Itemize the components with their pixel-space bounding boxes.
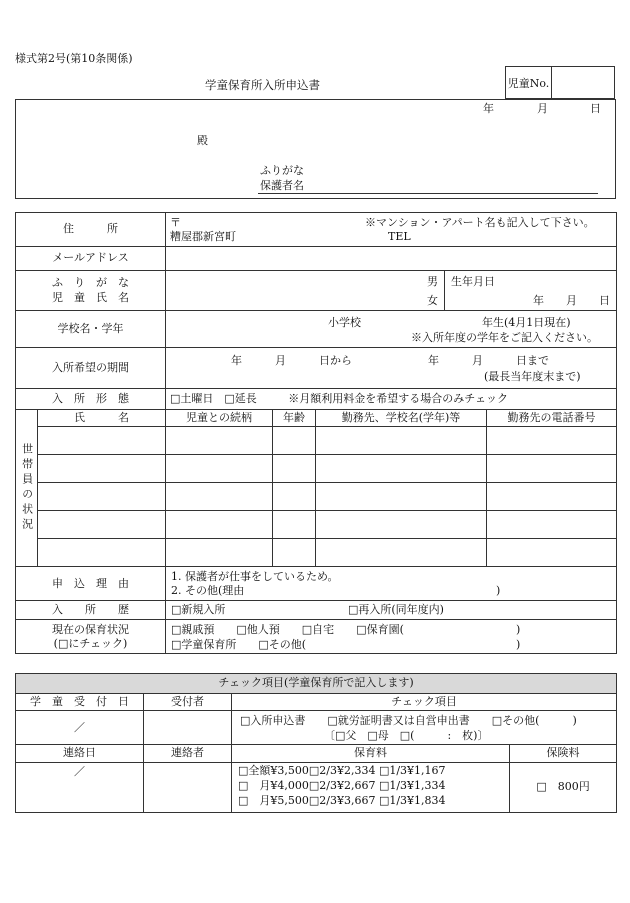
- birthdate-ymd: 年 月 日: [533, 293, 611, 307]
- address-prefix: 糟屋郡新宮町: [170, 229, 236, 243]
- birthdate-field[interactable]: [445, 271, 617, 311]
- member-workplace-cell[interactable]: [316, 455, 487, 483]
- period-label: 入所希望の期間: [16, 348, 166, 389]
- member-name-cell[interactable]: [38, 455, 166, 483]
- current-care-row: [16, 620, 617, 654]
- member-name-cell[interactable]: [38, 511, 166, 539]
- history-new-option[interactable]: □新規入所: [171, 602, 226, 616]
- household-header-row: [16, 410, 617, 427]
- current-care-label: [16, 620, 166, 654]
- child-row: [16, 271, 617, 311]
- address-row: [16, 213, 617, 247]
- member-phone-cell[interactable]: [487, 455, 617, 483]
- form-type-label: 入 所 形 態: [16, 389, 166, 410]
- addressee-honorific: 殿: [197, 134, 208, 147]
- office-check-row: [16, 711, 617, 745]
- current-care-field[interactable]: [166, 620, 617, 654]
- member-name-cell[interactable]: [38, 427, 166, 455]
- period-note: (最長当年度末まで): [484, 369, 581, 383]
- female-option[interactable]: 女: [427, 293, 438, 307]
- receiver-field[interactable]: [144, 711, 232, 745]
- check-items-label: チェック項目: [232, 694, 617, 711]
- household-member-row: [16, 427, 617, 455]
- email-row: [16, 247, 617, 271]
- child-name-label-text: 児 童 氏 名: [52, 290, 129, 304]
- form-number: 様式第2号(第10条関係): [15, 52, 133, 65]
- household-header-phone: 勤務先の電話番号: [487, 410, 617, 427]
- reason-field[interactable]: [166, 567, 617, 601]
- guardian-name-underline[interactable]: [258, 193, 598, 194]
- period-row: [16, 348, 617, 389]
- email-label: メールアドレス: [16, 247, 166, 271]
- member-relation-cell[interactable]: [166, 483, 273, 511]
- history-row: [16, 601, 617, 620]
- member-phone-cell[interactable]: [487, 427, 617, 455]
- addressee-box: [15, 99, 616, 199]
- member-phone-cell[interactable]: [487, 483, 617, 511]
- check-items-field[interactable]: [232, 711, 617, 745]
- household-label-cell: [16, 410, 38, 567]
- form-type-row: [16, 389, 617, 410]
- fee-option-2[interactable]: □ 月¥4,000□2/3¥2,667 □1/3¥1,334: [238, 779, 446, 793]
- child-number-box[interactable]: [505, 66, 615, 99]
- child-name-label: [16, 271, 166, 311]
- member-phone-cell[interactable]: [487, 539, 617, 567]
- insurance-label: 保険料: [510, 745, 617, 762]
- current-care-paren-2: ): [516, 637, 521, 651]
- address-field[interactable]: [166, 213, 617, 247]
- date-month: 月: [537, 102, 548, 115]
- office-header-row: [16, 694, 617, 711]
- household-header-name: 氏 名: [38, 410, 166, 427]
- office-fee-row: [16, 762, 617, 812]
- member-relation-cell[interactable]: [166, 539, 273, 567]
- member-workplace-cell[interactable]: [316, 511, 487, 539]
- period-to: 年 月 日まで: [428, 353, 549, 367]
- insurance-option[interactable]: □ 800円: [510, 762, 617, 812]
- member-age-cell[interactable]: [273, 539, 316, 567]
- member-workplace-cell[interactable]: [316, 483, 487, 511]
- fee-option-3[interactable]: □ 月¥5,500□2/3¥3,667 □1/3¥1,834: [238, 794, 446, 808]
- email-field[interactable]: [166, 247, 617, 271]
- male-option[interactable]: 男: [427, 274, 438, 288]
- office-use-table: [15, 673, 617, 813]
- reason-label: 申 込 理 由: [16, 567, 166, 601]
- period-field[interactable]: [166, 348, 617, 389]
- check-line-1[interactable]: □入所申込書 □就労証明書又は自営申出書 □その他( ): [240, 713, 577, 727]
- history-re-option[interactable]: □再入所(同年度内): [348, 602, 444, 616]
- postal-mark: 〒: [170, 215, 181, 229]
- school-field[interactable]: [166, 311, 617, 348]
- household-header-workplace: 勤務先、学校名(学年)等: [316, 410, 487, 427]
- tel-label: TEL: [388, 229, 411, 243]
- contact-person-label: 連絡者: [144, 745, 232, 762]
- fee-label: 保育料: [232, 745, 510, 762]
- member-workplace-cell[interactable]: [316, 539, 487, 567]
- member-name-cell[interactable]: [38, 483, 166, 511]
- household-member-row: [16, 455, 617, 483]
- current-care-paren-1: ): [516, 622, 521, 636]
- check-line-2[interactable]: 〔□父 □母 □( : 枚)〕: [324, 728, 489, 742]
- date-year: 年: [483, 102, 494, 115]
- contact-date-field[interactable]: ／: [16, 762, 144, 812]
- form-type-note: ※月額利用料金を希望する場合のみチェック: [288, 391, 508, 405]
- reason-paren-close: ): [496, 583, 501, 597]
- current-care-label-2: (□にチェック): [53, 636, 128, 650]
- child-number-label: 児童No.: [506, 67, 552, 98]
- period-from: 年 月 日から: [231, 353, 352, 367]
- current-care-label-1: 現在の保育状況: [52, 622, 129, 636]
- reason-option-1[interactable]: 1. 保護者が仕事をしているため。: [171, 569, 339, 583]
- member-name-cell[interactable]: [38, 539, 166, 567]
- child-furigana-label: ふ り が な: [52, 276, 129, 290]
- reason-row: [16, 567, 617, 601]
- household-header-age: 年齢: [273, 410, 316, 427]
- guardian-furigana-label: ふりがな: [260, 164, 304, 177]
- address-label: 住 所: [16, 213, 166, 247]
- household-header-relation: 児童との続柄: [166, 410, 273, 427]
- household-label: 世帯員の状況: [20, 443, 34, 534]
- member-age-cell[interactable]: [273, 455, 316, 483]
- contact-date-label: 連絡日: [16, 745, 144, 762]
- mansion-note: ※マンション・アパート名も記入して下さい。: [365, 215, 595, 229]
- date-day: 日: [590, 102, 601, 115]
- guardian-name-label: 保護者名: [260, 179, 304, 192]
- member-workplace-cell[interactable]: [316, 427, 487, 455]
- history-field[interactable]: [166, 601, 617, 620]
- page-title: 学童保育所入所申込書: [205, 78, 320, 92]
- office-contact-header-row: [16, 745, 617, 762]
- household-member-row: [16, 483, 617, 511]
- form-type-options[interactable]: □土曜日 □延長: [170, 391, 257, 405]
- received-date-label: 学 童 受 付 日: [16, 694, 144, 711]
- household-member-row: [16, 511, 617, 539]
- form-type-field[interactable]: [166, 389, 617, 410]
- member-relation-cell[interactable]: [166, 511, 273, 539]
- member-age-cell[interactable]: [273, 511, 316, 539]
- received-date-field[interactable]: ／: [16, 711, 144, 745]
- contact-person-field[interactable]: [144, 762, 232, 812]
- school-label: 学校名・学年: [16, 311, 166, 348]
- birthdate-label: 生年月日: [451, 274, 495, 288]
- member-phone-cell[interactable]: [487, 511, 617, 539]
- reason-option-2[interactable]: 2. その他(理由: [171, 583, 245, 597]
- grade-note: ※入所年度の学年をご記入ください。: [411, 330, 598, 344]
- member-age-cell[interactable]: [273, 427, 316, 455]
- member-relation-cell[interactable]: [166, 427, 273, 455]
- fee-option-1[interactable]: □全額¥3,500□2/3¥2,334 □1/3¥1,167: [238, 764, 446, 778]
- application-form-table: [15, 212, 617, 654]
- member-age-cell[interactable]: [273, 483, 316, 511]
- office-title-row: [16, 674, 617, 694]
- school-row: [16, 311, 617, 348]
- child-name-field[interactable]: [166, 271, 445, 311]
- current-care-options-2[interactable]: □学童保育所 □その他(: [171, 637, 307, 651]
- office-title: チェック項目(学童保育所で記入します): [16, 674, 617, 694]
- member-relation-cell[interactable]: [166, 455, 273, 483]
- household-member-row: [16, 539, 617, 567]
- receiver-label: 受付者: [144, 694, 232, 711]
- current-care-options-1[interactable]: □親戚預 □他人預 □自宅 □保育園(: [171, 622, 404, 636]
- history-label: 入 所 歴: [16, 601, 166, 620]
- fee-options-field[interactable]: [232, 762, 510, 812]
- elementary-school-suffix: 小学校: [328, 315, 361, 329]
- grade-suffix: 年生(4月1日現在): [482, 315, 571, 329]
